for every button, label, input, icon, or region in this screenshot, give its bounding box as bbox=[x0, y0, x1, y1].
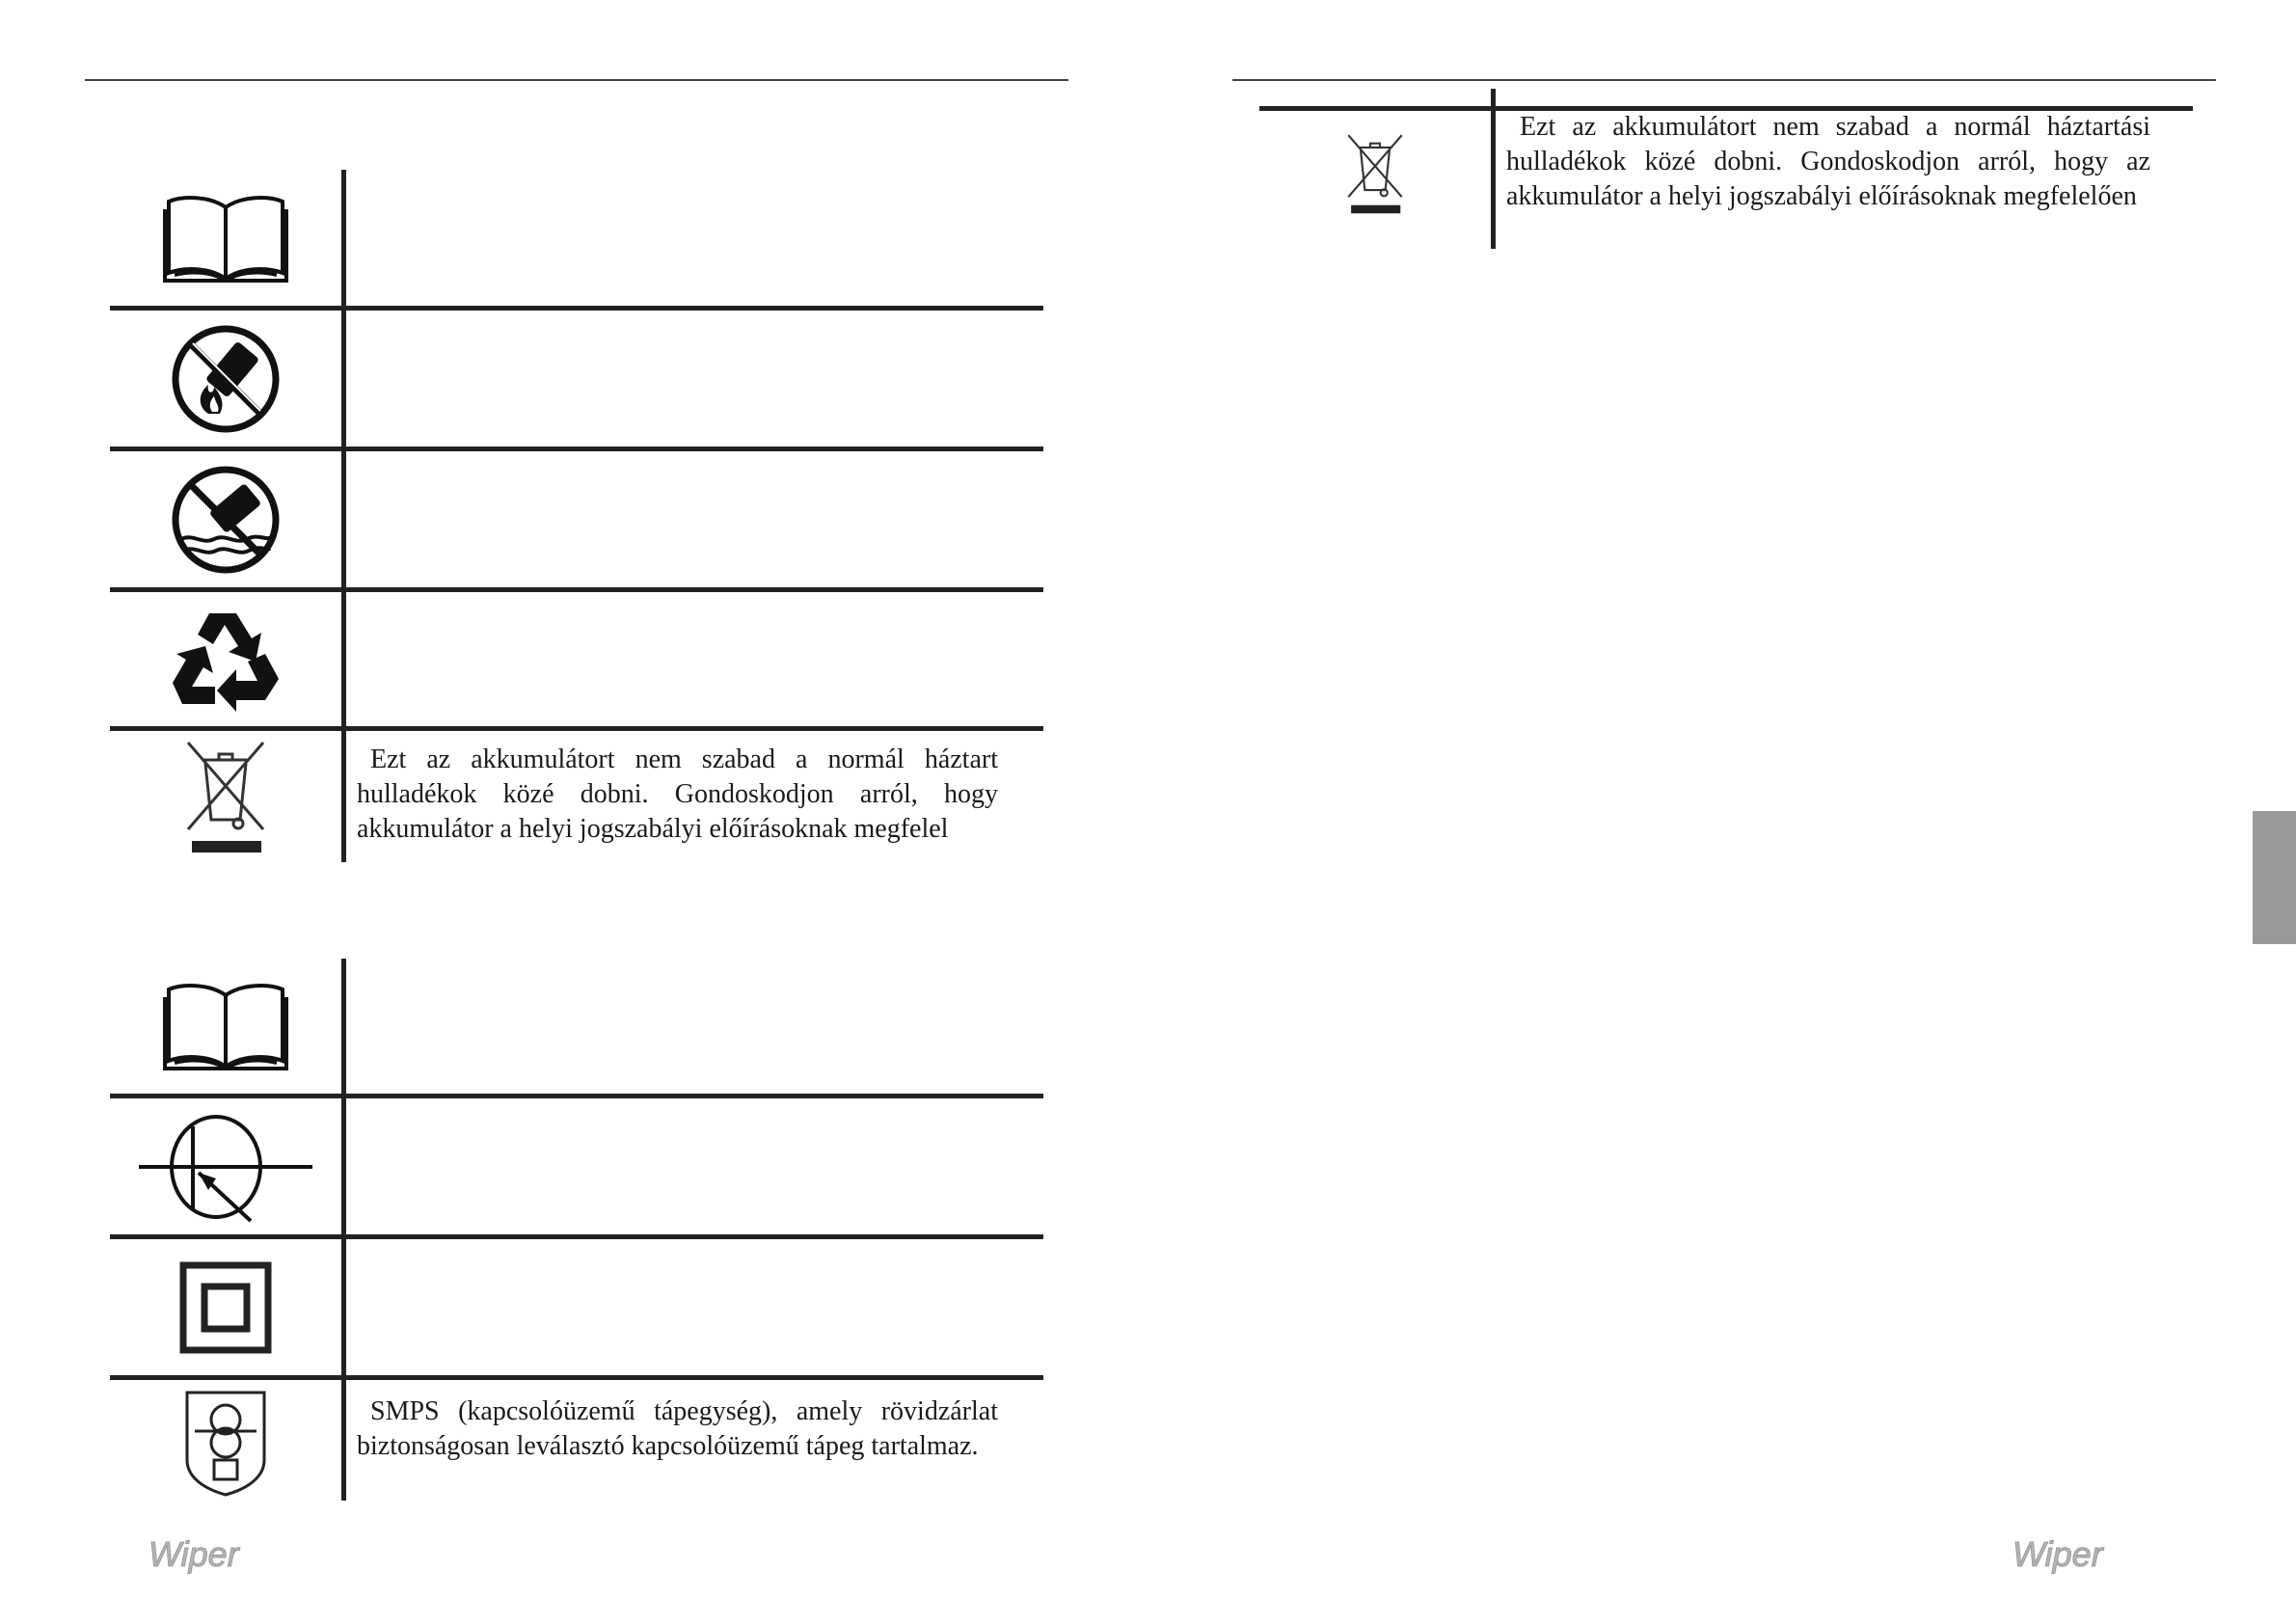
transformer-short-circuit-icon bbox=[139, 1109, 312, 1225]
row-description bbox=[357, 1098, 998, 1234]
svg-text:Wiper: Wiper bbox=[2012, 1535, 2103, 1574]
table-row bbox=[110, 311, 341, 447]
svg-text:Wiper: Wiper bbox=[149, 1535, 239, 1574]
table-row bbox=[110, 959, 341, 1094]
section-thumb-tab bbox=[2253, 811, 2296, 944]
row-description bbox=[357, 959, 998, 1094]
row-description bbox=[1506, 110, 2150, 216]
table-row bbox=[110, 170, 341, 306]
table-row bbox=[110, 451, 341, 587]
table-row bbox=[110, 1098, 341, 1234]
weee-bin-icon bbox=[1344, 130, 1406, 217]
recycle-icon bbox=[169, 606, 283, 714]
wiper-logo bbox=[145, 1535, 303, 1574]
weee-description: Ezt az akkumulátort nem szabad a normál háztart hulladékok közé dobni. Gondoskodjon arról, hogy akkumulátor a helyi jogszabályi előírásoknak megfelel bbox=[357, 744, 998, 844]
table-divider bbox=[1491, 89, 1496, 249]
table-row bbox=[110, 1380, 341, 1501]
double-insulation-icon bbox=[179, 1261, 272, 1354]
table-row bbox=[110, 592, 341, 726]
row-description bbox=[357, 311, 998, 447]
top-rule bbox=[85, 79, 1068, 81]
wiper-logo bbox=[2009, 1535, 2167, 1574]
table-row bbox=[110, 731, 341, 862]
no-water-battery-icon bbox=[170, 464, 282, 576]
right-page bbox=[1148, 0, 2295, 1624]
row-description bbox=[357, 592, 998, 726]
row-description bbox=[357, 170, 998, 306]
smps-safety-transformer-icon bbox=[179, 1385, 272, 1497]
table-row bbox=[110, 1239, 341, 1375]
smps-description: SMPS (kapcsolóüzemű tápegység), amely rövidzárlat biztonságosan leválasztó kapcsolóüzemű tápeg tartalmaz. bbox=[357, 1396, 998, 1461]
row-description bbox=[357, 1239, 998, 1375]
weee-description: Ezt az akkumulátort nem szabad a normál háztartási hulladékok közé dobni. Gondoskodjon arról, hogy az akkumulátor a helyi jogszabályi előírásoknak megfelelően bbox=[1506, 112, 2150, 211]
top-rule bbox=[1232, 79, 2216, 81]
table-row bbox=[1259, 114, 1491, 233]
row-description bbox=[357, 451, 998, 587]
weee-bin-icon bbox=[182, 737, 269, 856]
no-fire-battery-icon bbox=[170, 323, 282, 435]
row-description bbox=[357, 1394, 998, 1501]
manual-book-icon bbox=[161, 980, 290, 1072]
manual-book-icon bbox=[161, 192, 290, 284]
row-description bbox=[357, 743, 998, 862]
table-divider bbox=[341, 959, 346, 1501]
table-divider bbox=[341, 170, 346, 862]
